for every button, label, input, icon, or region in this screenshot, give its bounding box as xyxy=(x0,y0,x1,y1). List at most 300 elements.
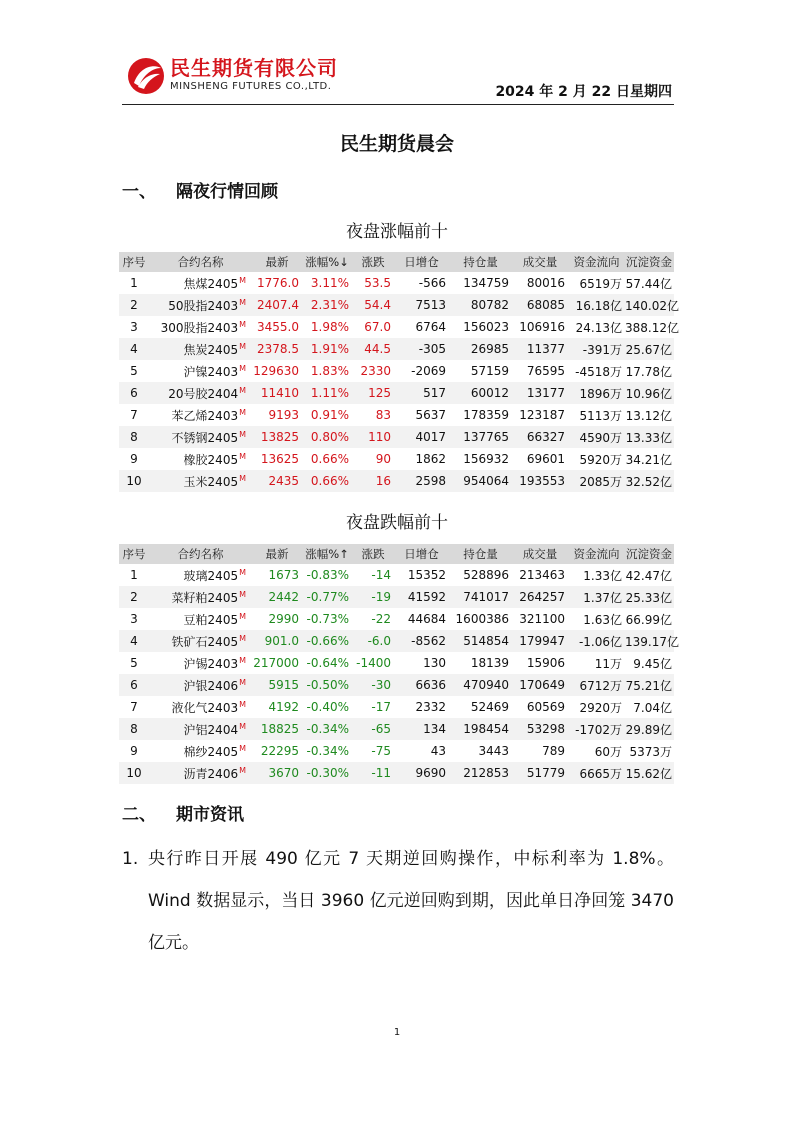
top-losers-title: 夜盘跌幅前十 xyxy=(346,513,448,533)
table-cell: 5113万 xyxy=(579,408,622,423)
contract-name: 焦炭2405 xyxy=(183,342,239,357)
table-cell: -8562 xyxy=(394,630,449,652)
table-cell: 11410 xyxy=(252,382,302,404)
table-cell: 25.67亿 xyxy=(625,338,674,360)
table-cell: 2442 xyxy=(252,586,302,608)
table-cell: 3455.0 xyxy=(257,320,299,334)
table-cell: 0.66% xyxy=(310,452,349,466)
column-header: 涨跌 xyxy=(352,544,394,564)
contract-name: 菜籽粕2405 xyxy=(171,590,239,605)
section-number: 一、 xyxy=(122,182,156,202)
table-cell: 212853 xyxy=(449,762,512,784)
contract-name: 沥青2406 xyxy=(183,766,239,781)
column-header: 涨幅%↑ xyxy=(302,544,352,564)
page-header xyxy=(122,54,674,105)
contract-name: 沪镍2403 xyxy=(183,364,239,379)
column-header: 合约名称 xyxy=(149,544,252,564)
table-cell: 517 xyxy=(394,382,449,404)
main-contract-mark: M xyxy=(239,473,246,483)
table-cell xyxy=(149,338,252,360)
table-cell: 17.78亿 xyxy=(625,364,672,379)
company-name-cn: 民生期货有限公司 xyxy=(170,56,338,80)
table-row xyxy=(119,316,674,338)
contract-name: 不锈钢2405 xyxy=(171,430,239,445)
table-cell: -0.73% xyxy=(306,612,349,626)
table-row xyxy=(119,360,674,382)
table-header-row xyxy=(119,544,674,564)
column-header: 沉淀资金 xyxy=(625,252,674,272)
table-cell: 134759 xyxy=(463,276,509,290)
table-cell: -0.66% xyxy=(302,630,352,652)
table-cell: 2332 xyxy=(415,700,446,714)
table-cell: 13.12亿 xyxy=(625,408,672,423)
table-cell: 3670 xyxy=(252,762,302,784)
news-item xyxy=(122,838,674,964)
table-cell: 125 xyxy=(352,382,394,404)
table-cell: 3443 xyxy=(478,744,509,758)
table-cell: -0.30% xyxy=(302,762,352,784)
table-cell: 66327 xyxy=(512,426,568,448)
table-row xyxy=(119,272,674,294)
table-cell xyxy=(149,316,252,338)
table-row xyxy=(119,382,674,404)
table-cell: 41592 xyxy=(394,586,449,608)
table-cell: 1862 xyxy=(415,452,446,466)
table-cell: 156932 xyxy=(463,452,509,466)
table-cell: 4017 xyxy=(394,426,449,448)
table-cell: 2407.4 xyxy=(252,294,302,316)
table-cell: 1.98% xyxy=(310,320,349,334)
table-cell: 198454 xyxy=(449,718,512,740)
table-cell: 90 xyxy=(375,452,391,466)
page-title: 民生期货晨会 xyxy=(339,133,454,155)
table-cell: 2.31% xyxy=(302,294,352,316)
table-cell xyxy=(149,718,252,740)
contract-name: 铁矿石2405 xyxy=(171,634,239,649)
contract-name: 苯乙烯2403 xyxy=(171,408,239,423)
contract-name: 玉米2405 xyxy=(183,474,239,489)
table-cell: 22295 xyxy=(260,744,299,758)
table-cell: -19 xyxy=(352,586,394,608)
table-cell: 140.02亿 xyxy=(625,294,674,316)
table-cell: 60万 xyxy=(594,744,622,759)
table-row xyxy=(119,404,674,426)
section-number: 二、 xyxy=(122,805,156,825)
table-cell: -6.0 xyxy=(352,630,394,652)
table-cell xyxy=(149,360,252,382)
news-item-number: 1. xyxy=(122,849,139,869)
table-cell: 60569 xyxy=(526,700,565,714)
table-cell: 67.0 xyxy=(364,320,391,334)
table-cell: 1.11% xyxy=(302,382,352,404)
table-cell xyxy=(149,564,252,586)
table-cell: 13.33亿 xyxy=(625,426,674,448)
table-cell: 3 xyxy=(130,320,138,334)
table-cell: 16 xyxy=(352,470,394,492)
table-cell: -2069 xyxy=(411,364,446,378)
column-header: 涨跌 xyxy=(352,252,394,272)
table-cell: -0.40% xyxy=(306,700,349,714)
main-contract-mark: M xyxy=(239,451,246,461)
table-row xyxy=(119,294,674,316)
table-cell: -75 xyxy=(371,744,391,758)
column-header: 资金流向 xyxy=(568,544,625,564)
table-cell: 1.83% xyxy=(310,364,349,378)
table-row xyxy=(119,338,674,360)
table-cell: 51779 xyxy=(512,762,568,784)
table-cell xyxy=(149,608,252,630)
table-cell: 32.52亿 xyxy=(625,470,674,492)
table-cell: 123187 xyxy=(519,408,565,422)
company-name-en: MINSHENG FUTURES CO.,LTD. xyxy=(170,81,332,92)
table-cell: 24.13亿 xyxy=(575,320,622,335)
table-cell: 44.5 xyxy=(352,338,394,360)
table-cell xyxy=(149,404,252,426)
table-cell: 7513 xyxy=(394,294,449,316)
table-cell: 954064 xyxy=(449,470,512,492)
table-row xyxy=(119,564,674,586)
table-cell: -0.83% xyxy=(306,568,349,582)
table-cell: 76595 xyxy=(526,364,565,378)
top-losers-table xyxy=(119,544,679,784)
table-cell: 137765 xyxy=(449,426,512,448)
table-cell: 52469 xyxy=(470,700,509,714)
main-contract-mark: M xyxy=(239,655,246,665)
table-cell: 16.18亿 xyxy=(568,294,625,316)
contract-name: 50股指2403 xyxy=(168,298,239,313)
table-cell: 2330 xyxy=(360,364,391,378)
table-cell: 156023 xyxy=(463,320,509,334)
table-cell: -0.77% xyxy=(302,586,352,608)
table-cell: 10.96亿 xyxy=(625,382,674,404)
table-cell xyxy=(149,652,252,674)
contract-name: 焦煤2405 xyxy=(183,276,239,291)
column-header: 成交量 xyxy=(512,544,568,564)
table-cell: 29.89亿 xyxy=(625,718,674,740)
table-cell xyxy=(149,586,252,608)
table-row xyxy=(119,586,674,608)
company-logo-icon xyxy=(126,56,166,96)
table-cell xyxy=(149,696,252,718)
table-cell: 9193 xyxy=(268,408,299,422)
table-cell: 80016 xyxy=(526,276,565,290)
table-cell: 6519万 xyxy=(579,276,622,291)
table-cell: 6 xyxy=(119,674,149,696)
main-contract-mark: M xyxy=(239,589,246,599)
table-cell: 18139 xyxy=(470,656,509,670)
table-cell: 388.12亿 xyxy=(625,320,679,335)
main-contract-mark: M xyxy=(239,699,246,709)
table-cell xyxy=(149,426,252,448)
table-cell: 57159 xyxy=(470,364,509,378)
table-cell: 53298 xyxy=(512,718,568,740)
table-cell: 3.11% xyxy=(310,276,349,290)
table-cell: 0.80% xyxy=(302,426,352,448)
table-cell: 514854 xyxy=(449,630,512,652)
table-cell: 193553 xyxy=(512,470,568,492)
table-cell: 110 xyxy=(352,426,394,448)
main-contract-mark: M xyxy=(239,633,246,643)
table-row xyxy=(119,426,674,448)
table-row xyxy=(119,652,674,674)
table-cell: 15352 xyxy=(407,568,446,582)
table-cell: 1.63亿 xyxy=(583,612,622,627)
table-cell: -11 xyxy=(352,762,394,784)
table-cell: 1.37亿 xyxy=(568,586,625,608)
column-header: 最新 xyxy=(252,544,302,564)
table-cell: 9690 xyxy=(394,762,449,784)
column-header: 持仓量 xyxy=(449,252,512,272)
table-cell: 2435 xyxy=(252,470,302,492)
table-cell: 0.66% xyxy=(302,470,352,492)
top-gainers-title: 夜盘涨幅前十 xyxy=(346,222,448,242)
column-header: 沉淀资金 xyxy=(625,544,674,564)
table-cell: 5 xyxy=(130,364,138,378)
table-cell: 11377 xyxy=(512,338,568,360)
table-cell: 4 xyxy=(119,630,149,652)
table-cell: 26985 xyxy=(449,338,512,360)
table-cell: 11万 xyxy=(594,656,622,671)
table-cell xyxy=(149,272,252,294)
table-cell: 66.99亿 xyxy=(625,612,672,627)
table-cell: 178359 xyxy=(463,408,509,422)
column-header: 最新 xyxy=(252,252,302,272)
table-cell: 179947 xyxy=(512,630,568,652)
table-cell: 34.21亿 xyxy=(625,452,672,467)
table-cell: 2085万 xyxy=(568,470,625,492)
contract-name: 沪铝2404 xyxy=(183,722,239,737)
table-cell: 5 xyxy=(130,656,138,670)
column-header: 合约名称 xyxy=(149,252,252,272)
column-header: 序号 xyxy=(119,544,149,564)
contract-name: 300股指2403 xyxy=(160,320,239,335)
table-cell: 170649 xyxy=(512,674,568,696)
column-header: 序号 xyxy=(119,252,149,272)
table-cell: 68085 xyxy=(512,294,568,316)
table-cell xyxy=(149,762,252,784)
table-row xyxy=(119,608,674,630)
table-cell: 5637 xyxy=(415,408,446,422)
table-cell: 5373万 xyxy=(629,744,672,759)
main-contract-mark: M xyxy=(239,765,246,775)
table-cell: 1.33亿 xyxy=(583,568,622,583)
table-cell: 83 xyxy=(375,408,391,422)
main-contract-mark: M xyxy=(239,363,246,373)
table-cell: 789 xyxy=(542,744,565,758)
table-cell: -0.50% xyxy=(302,674,352,696)
table-cell: 1.91% xyxy=(302,338,352,360)
main-contract-mark: M xyxy=(239,677,246,687)
table-cell: 4 xyxy=(119,338,149,360)
main-contract-mark: M xyxy=(239,407,246,417)
table-cell: -391万 xyxy=(568,338,625,360)
table-cell: 25.33亿 xyxy=(625,586,674,608)
column-header: 日增仓 xyxy=(394,544,449,564)
column-header: 日增仓 xyxy=(394,252,449,272)
table-cell: -566 xyxy=(418,276,446,290)
table-cell: 13625 xyxy=(260,452,299,466)
main-contract-mark: M xyxy=(239,297,246,307)
table-row xyxy=(119,718,674,740)
section-heading-market-news xyxy=(122,800,244,825)
table-cell xyxy=(149,674,252,696)
contract-name: 豆粕2405 xyxy=(183,612,239,627)
table-cell: 57.44亿 xyxy=(625,276,672,291)
table-cell: -1702万 xyxy=(568,718,625,740)
report-date: 2024 年 2 月 22 日星期四 xyxy=(495,84,672,100)
table-cell: 10 xyxy=(119,470,149,492)
table-cell: 2 xyxy=(119,586,149,608)
main-contract-mark: M xyxy=(239,429,246,439)
table-row xyxy=(119,630,674,652)
column-header: 持仓量 xyxy=(449,544,512,564)
table-cell: 6 xyxy=(119,382,149,404)
table-cell: 1776.0 xyxy=(257,276,299,290)
table-cell: -65 xyxy=(352,718,394,740)
table-cell: 741017 xyxy=(449,586,512,608)
section-label: 期市资讯 xyxy=(176,805,244,825)
table-cell: 44684 xyxy=(407,612,446,626)
table-cell: 106916 xyxy=(519,320,565,334)
table-cell: 134 xyxy=(394,718,449,740)
table-cell: 7 xyxy=(130,700,138,714)
table-cell: 1600386 xyxy=(455,612,509,626)
table-row xyxy=(119,740,674,762)
column-header: 涨幅%↓ xyxy=(302,252,352,272)
table-cell: 9 xyxy=(130,452,138,466)
table-cell: 42.47亿 xyxy=(625,568,672,583)
table-cell: 4192 xyxy=(268,700,299,714)
table-cell: 53.5 xyxy=(364,276,391,290)
table-cell: 528896 xyxy=(463,568,509,582)
main-contract-mark: M xyxy=(239,743,246,753)
table-row xyxy=(119,696,674,718)
table-cell: -305 xyxy=(394,338,449,360)
contract-name: 玻璃2405 xyxy=(183,568,239,583)
company-logo xyxy=(126,56,338,96)
table-cell: 139.17亿 xyxy=(625,630,674,652)
table-row xyxy=(119,470,674,492)
table-cell: -0.34% xyxy=(302,718,352,740)
table-cell: 217000 xyxy=(253,656,299,670)
table-cell: 9 xyxy=(130,744,138,758)
table-cell: 18825 xyxy=(252,718,302,740)
table-row xyxy=(119,448,674,470)
table-cell xyxy=(149,382,252,404)
main-contract-mark: M xyxy=(239,567,246,577)
table-cell: 264257 xyxy=(512,586,568,608)
table-cell: 4590万 xyxy=(568,426,625,448)
table-cell: -14 xyxy=(371,568,391,582)
table-cell: -1400 xyxy=(356,656,391,670)
table-cell: 7.04亿 xyxy=(633,700,672,715)
table-cell: 213463 xyxy=(519,568,565,582)
table-header-row xyxy=(119,252,674,272)
table-cell: 2920万 xyxy=(579,700,622,715)
table-cell: 129630 xyxy=(253,364,299,378)
table-cell: 1896万 xyxy=(568,382,625,404)
table-cell: 69601 xyxy=(526,452,565,466)
table-cell: 43 xyxy=(430,744,446,758)
table-row xyxy=(119,762,674,784)
table-cell: 2 xyxy=(119,294,149,316)
main-contract-mark: M xyxy=(239,341,246,351)
table-cell: 321100 xyxy=(519,612,565,626)
page-number: 1 xyxy=(393,1027,401,1038)
table-cell xyxy=(149,630,252,652)
table-cell: -0.64% xyxy=(306,656,349,670)
table-cell: 5915 xyxy=(252,674,302,696)
main-contract-mark: M xyxy=(239,319,246,329)
table-cell: 10 xyxy=(119,762,149,784)
news-item-text: 央行昨日开展 490 亿元 7 天期逆回购操作，中标利率为 1.8%。Wind 数据显示，当日 3960 亿元逆回购到期，因此单日净回笼 3470 亿元。 xyxy=(148,849,674,953)
table-cell: 470940 xyxy=(449,674,512,696)
table-cell: 13177 xyxy=(512,382,568,404)
contract-name: 橡胶2405 xyxy=(183,452,239,467)
table-cell: 75.21亿 xyxy=(625,674,674,696)
contract-name: 20号胶2404 xyxy=(168,386,239,401)
contract-name: 沪锡2403 xyxy=(183,656,239,671)
table-cell: 7 xyxy=(130,408,138,422)
table-cell: 6764 xyxy=(415,320,446,334)
table-cell: 15.62亿 xyxy=(625,762,674,784)
table-cell: -4518万 xyxy=(575,364,622,379)
table-cell: 6636 xyxy=(394,674,449,696)
table-cell: 1673 xyxy=(268,568,299,582)
main-contract-mark: M xyxy=(239,611,246,621)
table-cell: -17 xyxy=(371,700,391,714)
table-cell: 130 xyxy=(423,656,446,670)
contract-name: 液化气2403 xyxy=(171,700,239,715)
table-cell: 6665万 xyxy=(568,762,625,784)
table-cell: 2598 xyxy=(394,470,449,492)
table-cell: 1 xyxy=(130,276,138,290)
main-contract-mark: M xyxy=(239,721,246,731)
table-cell: -22 xyxy=(371,612,391,626)
table-cell: 15906 xyxy=(526,656,565,670)
table-cell xyxy=(149,740,252,762)
table-cell: 8 xyxy=(119,718,149,740)
table-cell: -30 xyxy=(352,674,394,696)
table-cell: 0.91% xyxy=(310,408,349,422)
table-cell: 2990 xyxy=(268,612,299,626)
table-cell: 9.45亿 xyxy=(633,656,672,671)
contract-name: 沪银2406 xyxy=(183,678,239,693)
contract-name: 棉纱2405 xyxy=(183,744,239,759)
table-cell: 54.4 xyxy=(352,294,394,316)
table-cell: 2378.5 xyxy=(252,338,302,360)
section-label: 隔夜行情回顾 xyxy=(176,182,278,202)
table-cell: 8 xyxy=(119,426,149,448)
table-cell: -1.06亿 xyxy=(568,630,625,652)
table-row xyxy=(119,674,674,696)
table-cell: -0.34% xyxy=(306,744,349,758)
table-cell: 6712万 xyxy=(568,674,625,696)
section-heading-overnight-review xyxy=(122,177,278,202)
column-header: 资金流向 xyxy=(568,252,625,272)
table-cell xyxy=(149,470,252,492)
table-cell xyxy=(149,294,252,316)
table-cell: 901.0 xyxy=(252,630,302,652)
table-cell: 80782 xyxy=(449,294,512,316)
table-cell: 5920万 xyxy=(579,452,622,467)
table-cell: 3 xyxy=(130,612,138,626)
main-contract-mark: M xyxy=(239,385,246,395)
top-gainers-table xyxy=(119,252,679,492)
table-cell xyxy=(149,448,252,470)
column-header: 成交量 xyxy=(512,252,568,272)
table-cell: 60012 xyxy=(449,382,512,404)
